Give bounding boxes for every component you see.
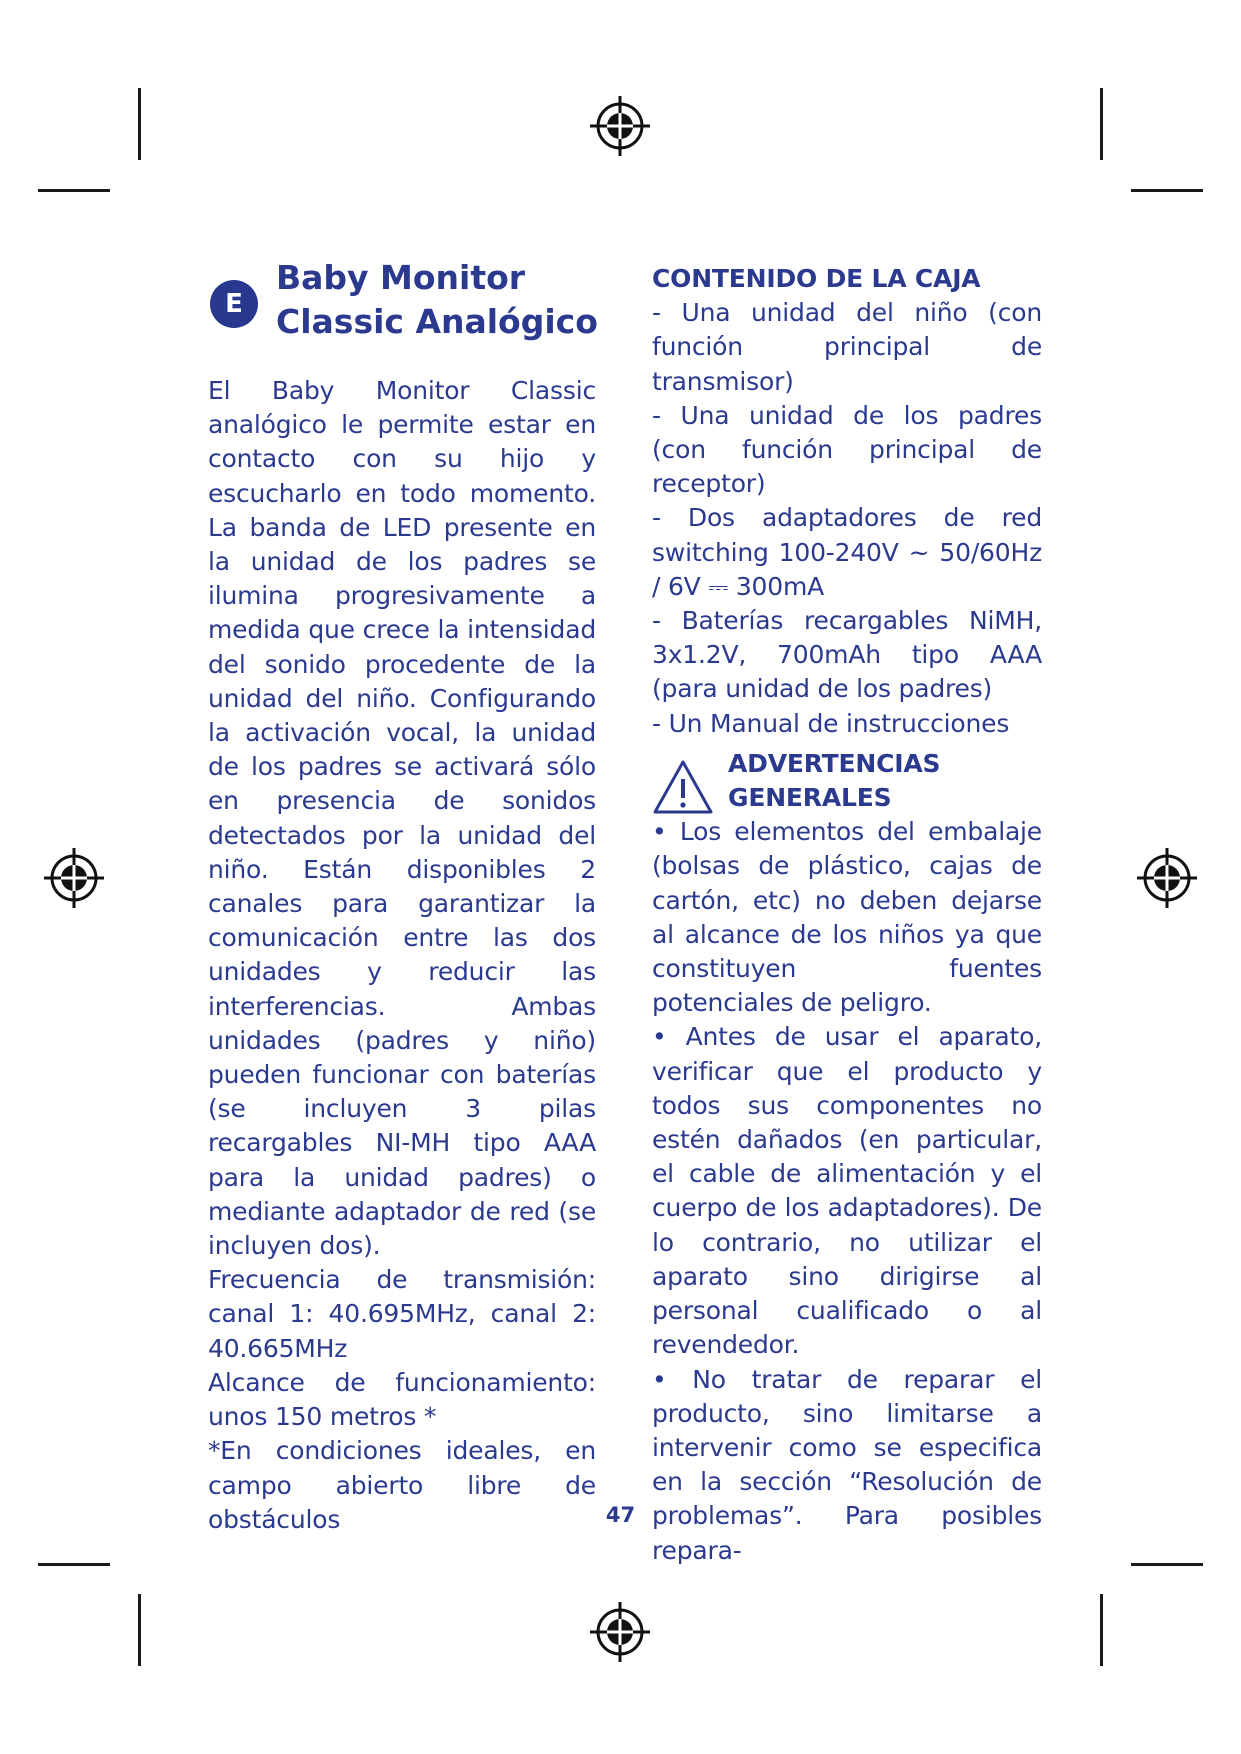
crop-mark [38,189,110,192]
warning-triangle-icon [652,759,714,815]
registration-mark-icon [588,94,652,158]
page-title [276,256,616,344]
crop-mark [138,88,141,160]
intro-text [208,374,596,1537]
registration-mark-icon [588,1600,652,1664]
box-contents-heading: CONTENIDO DE LA CAJA [652,264,981,293]
page-number: 47 [605,1503,636,1527]
crop-mark [1100,88,1103,160]
intro-paragraph: El Baby Monitor Classic analógico le permite estar en contacto con su hijo y escucharlo en todo momento. La banda de LED presente en la unidad de los padres se ilumina progresivamente a medida que crece la intensidad del sonido procedente de la unidad del niño. Configurando la activación vocal, la unidad de los padres se activará sólo en presencia de sonidos detectados por la unidad del niño. Están disponibles 2 canales para garantizar la comunicación entre las dos unidades y reducir las interferencias. Ambas unidades (padres y niño) pueden funcionar con baterías (se incluyen 3 pilas recargables NI-MH tipo AAA para la unidad padres) o mediante adaptador de red (se incluyen dos). [208,376,596,1261]
box-item: - Una unidad de los padres (con función principal de receptor) [652,400,1042,499]
box-item: - Una unidad del niño (con función principal de transmisor) [652,298,1042,396]
footnote-paragraph: *En condiciones ideales, en campo abierto libre de obstáculos [208,1436,596,1534]
title-line-1: Baby Monitor [276,258,526,297]
warning-item: • Los elementos del embalaje (bolsas de plástico, cajas de cartón, etc) no deben dejarse al alcance de los niños ya que constituyen fuentes potenciales de peligro. [652,817,1042,1018]
warning-item: • Antes de usar el aparato, verificar que el producto y todos sus componentes no estén dañados (en particular, el cable de alimentación y el cuerpo de los adaptadores). De lo contrario, no utilizar el aparato sino dirigirse al personal cualificado o al revendedor. [652,1022,1042,1360]
warnings-heading: ADVERTENCIAS GENERALES [728,748,941,813]
box-item: - Dos adaptadores de red switching 100-240V ~ 50/60Hz / 6V ⎓ 300mA [652,503,1042,601]
crop-mark [138,1594,141,1666]
registration-mark-icon [42,846,106,910]
box-item: - Baterías recargables NiMH, 3x1.2V, 700mAh tipo AAA (para unidad de los padres) [652,606,1042,704]
crop-mark [1131,1563,1203,1566]
range-paragraph: Alcance de funcionamiento: unos 150 metros * [208,1367,596,1432]
box-item: - Un Manual de instrucciones [652,708,1010,738]
crop-mark [1100,1594,1103,1666]
frequency-paragraph: Frecuencia de transmisión: canal 1: 40.695MHz, canal 2: 40.665MHz [208,1265,596,1363]
warnings-heading-row [652,747,1042,815]
right-column [652,262,1042,1568]
crop-mark [1131,189,1203,192]
warning-item: • No tratar de reparar el producto, sino limitarse a intervenir como se especifica en la sección “Resolución de problemas”. Para posibles repara- [652,1364,1042,1565]
registration-mark-icon [1135,846,1199,910]
crop-mark [38,1563,110,1566]
title-line-2: Classic Analógico [276,302,598,341]
language-badge: E [210,280,258,328]
